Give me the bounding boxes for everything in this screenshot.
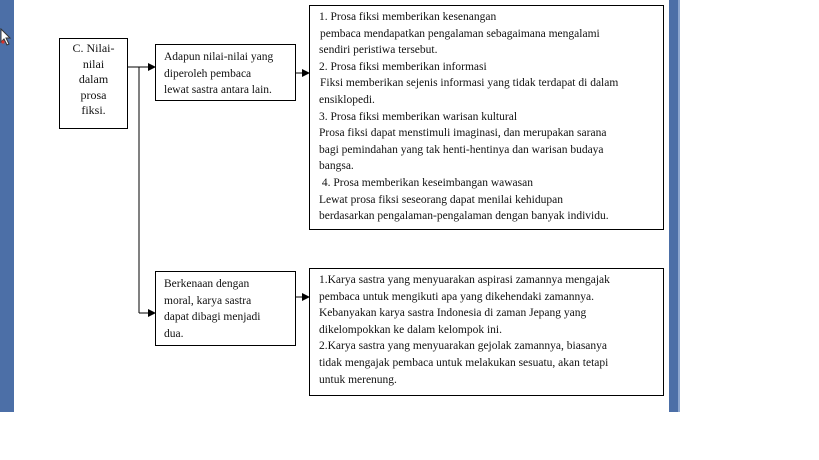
nilai-detail-line: bangsa. [319,160,354,173]
nilai-detail-line: Fiksi memberikan sejenis informasi yang tidak terdapat di dalam [320,77,619,90]
nilai-detail-line: 2. Prosa fiksi memberikan informasi [319,60,487,73]
nilai-detail-line: 4. Prosa memberikan keseimbangan wawasan [319,176,533,189]
section-title-box [59,38,128,129]
moral-detail-line: dikelompokkan ke dalam kelompok ini. [319,323,503,336]
moral-detail-line: pembaca untuk mengikuti apa yang dikehendaki zamannya. [319,290,594,303]
moral-detail-line: 2.Karya sastra yang menyuarakan gejolak zamannya, biasanya [319,340,608,353]
nilai-detail-line: bagi pemindahan yang tak henti-hentinya dan warisan budaya [319,143,604,156]
nilai-summary-line: Adapun nilai-nilai yang [164,51,274,63]
nilai-detail-box [309,5,664,230]
editor-right-margin [669,0,678,412]
nilai-summary-line: lewat sastra antara lain. [164,84,272,97]
nilai-detail-line: sendiri peristiwa tersebut. [319,44,438,57]
moral-summary-line: moral, karya sastra [164,294,252,307]
nilai-detail-line: berdasarkan pengalaman-pengalaman dengan banyak individu. [319,210,609,223]
moral-summary-line: dapat dibagi menjadi [164,311,261,324]
moral-detail-line: Kebanyakan karya sastra Indonesia di zaman Jepang yang [319,307,587,320]
nilai-detail-line: 3. Prosa fiksi memberikan warisan kultural [319,110,518,123]
title-line: C. Nilai- [72,41,115,55]
moral-detail-line: untuk merenung. [319,373,397,386]
title-line: fiksi. [81,103,106,117]
moral-summary-line: Berkenaan dengan [164,278,250,290]
editor-right-edge [678,0,680,412]
nilai-detail-line: Lewat prosa fiksi seseorang dapat menilai kehidupan [319,193,563,206]
moral-summary-line: dua. [164,327,184,340]
moral-summary-box [155,271,296,346]
nilai-detail-line: pembaca mendapatkan pengalaman sebagaimana mengalami [320,27,600,40]
title-line: dalam [78,72,109,86]
nilai-summary-box [155,44,296,101]
nilai-detail-line: Prosa fiksi dapat menstimuli imaginasi, dan merupakan sarana [319,127,607,140]
editor-left-margin [0,0,14,412]
pointer-cursor-icon [0,28,12,46]
moral-detail-line: tidak mengajak pembaca untuk melakukan sesuatu, akan tetapi [319,356,609,369]
nilai-summary-line: diperoleh pembaca [164,67,252,80]
nilai-detail-line: ensiklopedi. [319,93,375,106]
moral-detail-box [309,268,664,396]
nilai-detail-line: 1. Prosa fiksi memberikan kesenangan [319,11,497,23]
title-line: nilai [82,56,105,71]
title-line: prosa [80,87,107,102]
moral-detail-line: 1.Karya sastra yang menyuarakan aspirasi zamannya mengajak [319,274,610,286]
